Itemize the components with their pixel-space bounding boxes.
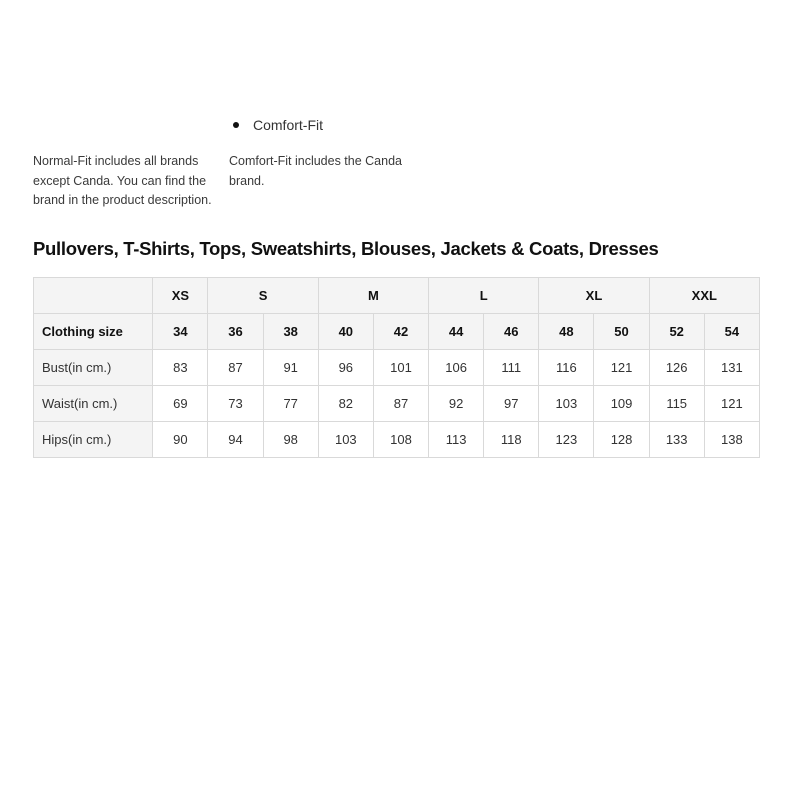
bust-row (34, 350, 760, 386)
clothing-size-cell: 38 (263, 314, 318, 350)
waist-row (34, 386, 760, 422)
bust-cell: 121 (594, 350, 649, 386)
hips-cell: 103 (318, 422, 373, 458)
hips-cell: 118 (484, 422, 539, 458)
hips-cell: 128 (594, 422, 649, 458)
clothing-size-cell: 46 (484, 314, 539, 350)
bust-cell: 83 (153, 350, 208, 386)
waist-label: Waist(in cm.) (34, 386, 153, 422)
hips-cell: 113 (429, 422, 484, 458)
waist-cell: 69 (153, 386, 208, 422)
hips-cell: 123 (539, 422, 594, 458)
bust-label: Bust(in cm.) (34, 350, 153, 386)
header-blank-cell (34, 278, 153, 314)
size-table (33, 277, 760, 458)
clothing-size-cell: 36 (208, 314, 263, 350)
waist-cell: 121 (704, 386, 759, 422)
clothing-size-cell: 54 (704, 314, 759, 350)
bust-cell: 101 (373, 350, 428, 386)
bust-cell: 96 (318, 350, 373, 386)
waist-cell: 103 (539, 386, 594, 422)
radio-selected-icon[interactable] (233, 122, 239, 128)
hips-cell: 98 (263, 422, 318, 458)
clothing-size-cell: 48 (539, 314, 594, 350)
comfort-fit-option[interactable] (229, 117, 323, 133)
hips-cell: 133 (649, 422, 704, 458)
clothing-size-cell: 40 (318, 314, 373, 350)
hips-cell: 138 (704, 422, 759, 458)
size-group-xl: XL (539, 278, 649, 314)
bust-cell: 87 (208, 350, 263, 386)
waist-cell: 77 (263, 386, 318, 422)
bust-cell: 131 (704, 350, 759, 386)
hips-row (34, 422, 760, 458)
waist-cell: 73 (208, 386, 263, 422)
hips-cell: 108 (373, 422, 428, 458)
clothing-size-cell: 34 (153, 314, 208, 350)
waist-cell: 115 (649, 386, 704, 422)
waist-cell: 97 (484, 386, 539, 422)
waist-cell: 109 (594, 386, 649, 422)
normal-fit-description: Normal-Fit includes all brands except Canda. You can find the brand in the product description. (33, 154, 212, 207)
size-group-xs: XS (153, 278, 208, 314)
size-group-l: L (429, 278, 539, 314)
comfort-fit-description: Comfort-Fit includes the Canda brand. (229, 154, 402, 188)
clothing-size-row (34, 314, 760, 350)
clothing-size-label: Clothing size (34, 314, 153, 350)
bust-cell: 111 (484, 350, 539, 386)
section-title: Pullovers, T-Shirts, Tops, Sweatshirts, Blouses, Jackets & Coats, Dresses (33, 238, 659, 259)
size-group-m: M (318, 278, 428, 314)
hips-label: Hips(in cm.) (34, 422, 153, 458)
size-group-row (34, 278, 760, 314)
size-group-xxl: XXL (649, 278, 759, 314)
bust-cell: 126 (649, 350, 704, 386)
clothing-size-cell: 52 (649, 314, 704, 350)
bust-cell: 106 (429, 350, 484, 386)
clothing-size-cell: 42 (373, 314, 428, 350)
hips-cell: 90 (153, 422, 208, 458)
clothing-size-cell: 44 (429, 314, 484, 350)
waist-cell: 87 (373, 386, 428, 422)
bust-cell: 91 (263, 350, 318, 386)
hips-cell: 94 (208, 422, 263, 458)
clothing-size-cell: 50 (594, 314, 649, 350)
comfort-fit-label: Comfort-Fit (253, 117, 323, 133)
size-group-s: S (208, 278, 318, 314)
waist-cell: 92 (429, 386, 484, 422)
waist-cell: 82 (318, 386, 373, 422)
bust-cell: 116 (539, 350, 594, 386)
